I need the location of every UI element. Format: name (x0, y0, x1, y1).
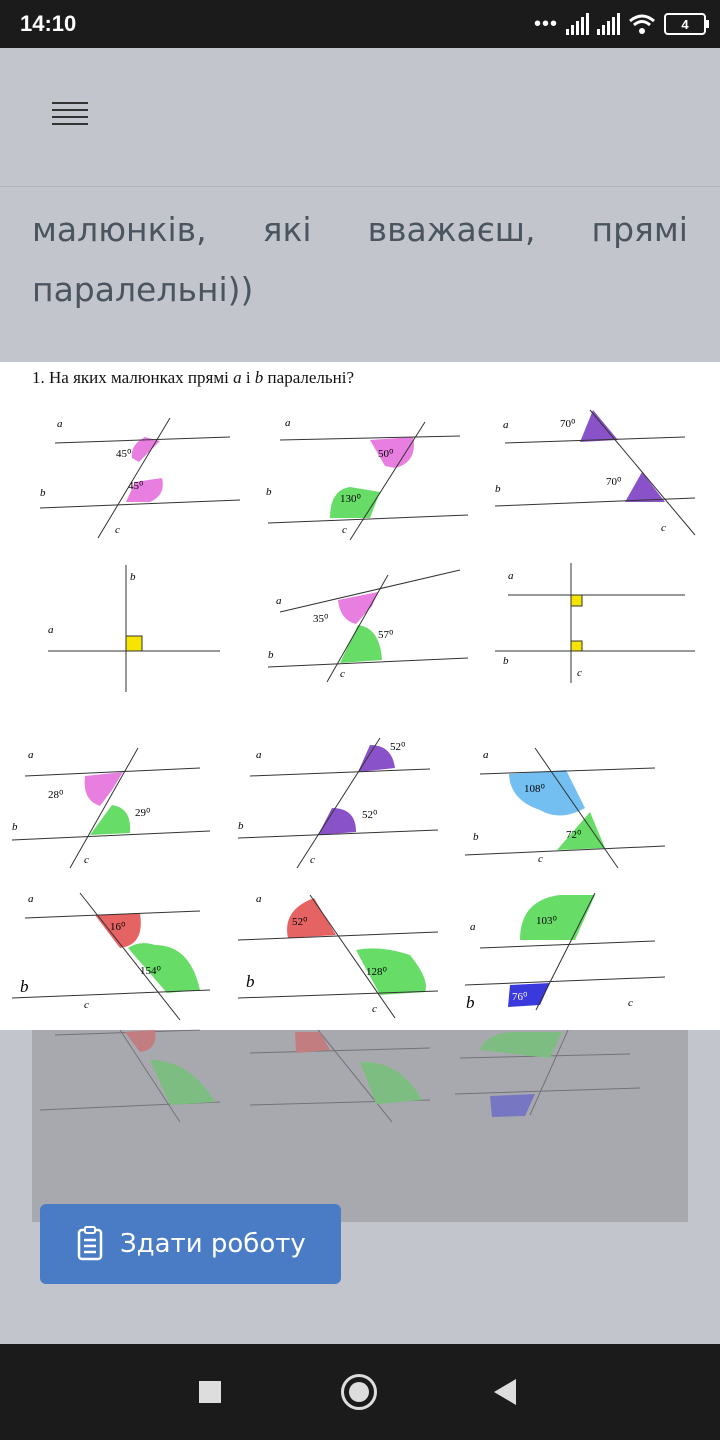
svg-text:a: a (276, 595, 282, 607)
question-word: вважаєш, (367, 210, 536, 249)
figure-2 (266, 417, 468, 540)
more-dots-icon: ••• (533, 12, 558, 35)
svg-text:c: c (577, 667, 582, 679)
figure-1 (40, 418, 240, 538)
recents-icon[interactable] (199, 1381, 221, 1403)
angle-label: 45⁰ (116, 448, 132, 460)
figure-6 (495, 563, 695, 683)
svg-text:c: c (84, 999, 89, 1011)
angle-label: 52⁰ (390, 741, 406, 753)
angle-label: 154⁰ (140, 965, 161, 977)
angle-label: 108⁰ (524, 783, 545, 795)
angle-label: 72⁰ (566, 829, 582, 841)
svg-text:b: b (268, 649, 274, 661)
svg-text:b: b (466, 993, 475, 1012)
svg-text:b: b (130, 571, 136, 583)
svg-text:b: b (40, 487, 46, 499)
svg-text:b: b (266, 486, 272, 498)
figure-echo (40, 1030, 640, 1122)
svg-text:a: a (28, 893, 34, 905)
svg-text:c: c (115, 524, 120, 536)
svg-text:a: a (57, 418, 63, 430)
angle-label: 130⁰ (340, 493, 361, 505)
angle-label: 128⁰ (366, 966, 387, 978)
angle-label: 52⁰ (292, 916, 308, 928)
svg-text:c: c (372, 1003, 377, 1015)
figure-10 (12, 893, 210, 1020)
angle-label: 76⁰ (512, 991, 528, 1003)
submit-work-button[interactable] (40, 1204, 341, 1284)
svg-text:c: c (340, 668, 345, 680)
figure-7 (12, 748, 210, 868)
angle-label: 35⁰ (313, 613, 329, 625)
home-icon[interactable] (341, 1374, 377, 1410)
svg-text:a: a (508, 570, 514, 582)
figure-12 (465, 893, 665, 1012)
figure-11 (238, 893, 438, 1018)
figure-9 (465, 748, 665, 868)
figure-4 (48, 565, 220, 692)
svg-text:b: b (238, 820, 244, 832)
svg-text:a: a (483, 749, 489, 761)
svg-text:b: b (12, 821, 18, 833)
svg-text:c: c (84, 854, 89, 866)
angle-label: 70⁰ (560, 418, 576, 430)
angle-label: 29⁰ (135, 807, 151, 819)
angle-label: 57⁰ (378, 629, 394, 641)
question-word: малюнків, (32, 210, 207, 249)
svg-text:c: c (661, 522, 666, 534)
figure-8 (238, 738, 438, 868)
svg-text:b: b (495, 483, 501, 495)
svg-text:b: b (503, 655, 509, 667)
svg-text:b: b (246, 972, 255, 991)
angle-label: 103⁰ (536, 915, 557, 927)
svg-text:c: c (342, 524, 347, 536)
svg-text:a: a (48, 624, 54, 636)
image-heading: 1. На яких малюнках прямі a і b паралельні? (32, 368, 355, 387)
angle-label: 28⁰ (48, 789, 64, 801)
clipboard-icon (76, 1226, 104, 1262)
angle-label: 16⁰ (110, 921, 126, 933)
svg-text:c: c (310, 854, 315, 866)
question-word: які (262, 210, 312, 249)
question-word: прямі (591, 210, 688, 249)
svg-text:b: b (473, 831, 479, 843)
svg-text:c: c (628, 997, 633, 1009)
angle-label: 52⁰ (362, 809, 378, 821)
svg-text:a: a (256, 749, 262, 761)
svg-text:a: a (285, 417, 291, 429)
svg-text:a: a (256, 893, 262, 905)
back-icon[interactable] (494, 1379, 516, 1405)
angle-label: 50⁰ (378, 448, 394, 460)
question-line-2: паралельні)) (32, 270, 254, 309)
svg-text:a: a (470, 921, 476, 933)
angle-label: 70⁰ (606, 476, 622, 488)
svg-text:b: b (20, 977, 29, 996)
battery-icon: 4 (664, 13, 706, 35)
figure-5 (268, 570, 468, 682)
submit-work-label: Здати роботу (120, 1229, 306, 1259)
svg-text:a: a (28, 749, 34, 761)
figure-3 (495, 410, 695, 535)
svg-text:a: a (503, 419, 509, 431)
svg-text:c: c (538, 853, 543, 865)
angle-label: 45⁰ (128, 480, 144, 492)
status-time: 14:10 (20, 11, 77, 36)
